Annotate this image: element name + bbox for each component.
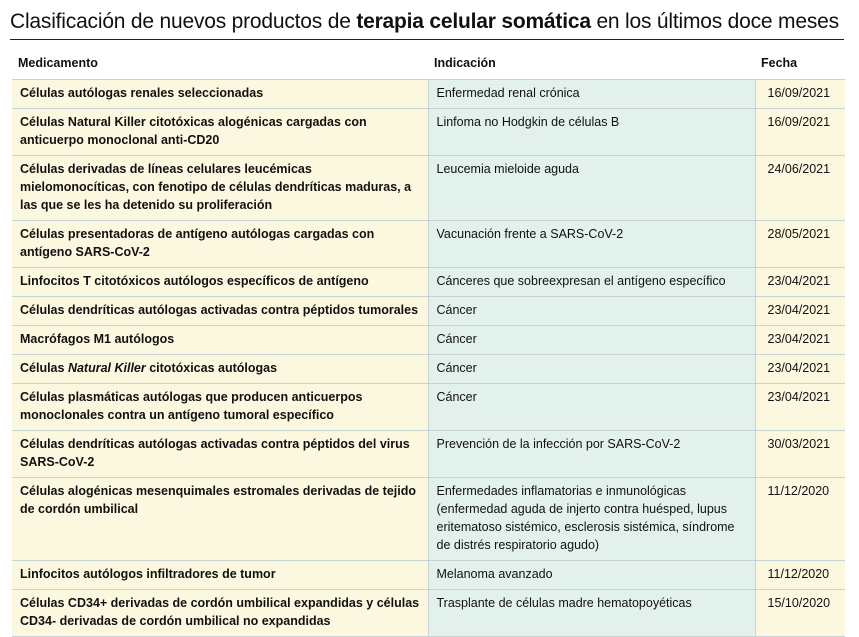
cell-medicamento: Macrófagos M1 autólogos [12,326,428,355]
cell-fecha: 16/09/2021 [755,109,845,156]
table-row [12,590,845,637]
table-body [12,80,845,637]
cell-indicacion: Vacunación frente a SARS-CoV-2 [428,221,755,268]
table-header [12,50,845,80]
table-row [12,326,845,355]
title-part-1: Clasificación de nuevos productos de [10,10,357,33]
cell-fecha: 23/04/2021 [755,384,845,431]
cell-fecha: 30/03/2021 [755,431,845,478]
cell-indicacion: Cáncer [428,297,755,326]
table-row [12,355,845,384]
cell-indicacion: Cáncer [428,326,755,355]
cell-indicacion: Prevención de la infección por SARS-CoV-2 [428,431,755,478]
cell-medicamento: Células Natural Killer citotóxicas alogénicas cargadas con anticuerpo monoclonal anti-CD20 [12,109,428,156]
title-bold-part: terapia celular somática [356,10,591,33]
header-medicamento: Medicamento [12,50,428,80]
header-fecha: Fecha [755,50,845,80]
cell-indicacion: Linfoma no Hodgkin de células B [428,109,755,156]
table-row [12,109,845,156]
cell-fecha: 23/04/2021 [755,297,845,326]
title-part-2: en los últimos doce meses [590,10,839,33]
cell-indicacion: Cáncer [428,384,755,431]
table-row [12,431,845,478]
cell-fecha: 23/04/2021 [755,355,845,384]
table-row [12,268,845,297]
cell-indicacion: Melanoma avanzado [428,561,755,590]
table-row [12,156,845,221]
cell-medicamento: Linfocitos T citotóxicos autólogos específicos de antígeno [12,268,428,297]
page-title [10,8,850,36]
cell-medicamento: Células alogénicas mesenquimales estromales derivadas de tejido de cordón umbilical [12,478,428,561]
table-row [12,561,845,590]
cell-medicamento [12,355,428,384]
table-row [12,297,845,326]
cell-medicamento-pre: Células [20,361,68,375]
header-indicacion: Indicación [428,50,755,80]
table-row [12,221,845,268]
cell-medicamento: Células plasmáticas autólogas que producen anticuerpos monoclonales contra un antígeno tumoral específico [12,384,428,431]
cell-indicacion: Cáncer [428,355,755,384]
cell-medicamento-post: citotóxicas autólogas [145,361,278,375]
cell-medicamento: Células derivadas de líneas celulares leucémicas mielomonocíticas, con fenotipo de células dendríticas maduras, a las que se les ha detenido su proliferación [12,156,428,221]
cell-fecha: 15/10/2020 [755,590,845,637]
table-row [12,80,845,109]
cell-medicamento: Células dendríticas autólogas activadas contra péptidos tumorales [12,297,428,326]
cell-indicacion: Enfermedad renal crónica [428,80,755,109]
cell-fecha: 24/06/2021 [755,156,845,221]
cell-medicamento-italic: Natural Killer [67,361,146,375]
cell-fecha: 11/12/2020 [755,561,845,590]
cell-medicamento: Linfocitos autólogos infiltradores de tumor [12,561,428,590]
cell-medicamento: Células dendríticas autólogas activadas contra péptidos del virus SARS-CoV-2 [12,431,428,478]
table-row [12,478,845,561]
cell-fecha: 16/09/2021 [755,80,845,109]
cell-medicamento: Células autólogas renales seleccionadas [12,80,428,109]
title-divider [10,39,844,40]
cell-fecha: 28/05/2021 [755,221,845,268]
table-row [12,384,845,431]
cell-medicamento: Células CD34+ derivadas de cordón umbilical expandidas y células CD34- derivadas de cordón umbilical no expandidas [12,590,428,637]
cell-fecha: 23/04/2021 [755,268,845,297]
cell-indicacion: Enfermedades inflamatorias e inmunológicas (enfermedad aguda de injerto contra huésped, lupus eritematoso sistémico, esclerosis sistémica, síndrome de distrés respiratorio agudo) [428,478,755,561]
cell-fecha: 23/04/2021 [755,326,845,355]
cell-indicacion: Leucemia mieloide aguda [428,156,755,221]
cell-medicamento: Células presentadoras de antígeno autólogas cargadas con antígeno SARS-CoV-2 [12,221,428,268]
cell-fecha: 11/12/2020 [755,478,845,561]
cell-indicacion: Cánceres que sobreexpresan el antígeno específico [428,268,755,297]
products-table [12,50,845,637]
cell-indicacion: Trasplante de células madre hematopoyéticas [428,590,755,637]
